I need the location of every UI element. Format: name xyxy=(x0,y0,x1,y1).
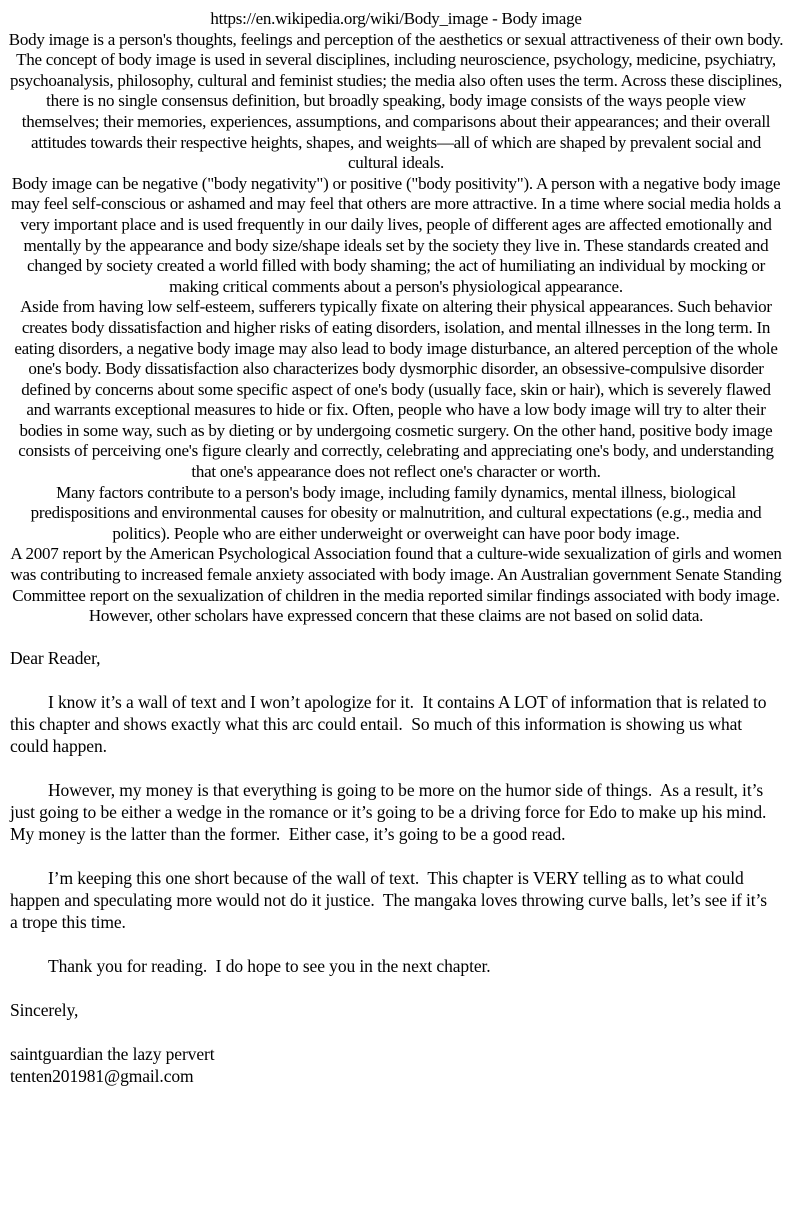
author-note-letter xyxy=(0,647,792,1087)
wiki-paragraph-self-esteem: Aside from having low self-esteem, sufferers typically fixate on altering their physical appearances. Such behavior creates body dissatisfaction and higher risks of eating disorders, isolation, and mental illnesses in the long term. In eating disorders, a negative body image may also lead to body image disturbance, an altered perception of the whole one's body. Body dissatisfaction also characterizes body dysmorphic disorder, an obsessive-compulsive disorder defined by concerns about some specific aspect of one's body (usually face, skin or hair), which is severely flawed and warrants exceptional measures to hide or fix. Often, people who have a low body image will try to alter their bodies in some way, such as by dieting or by undergoing cosmetic surgery. On the other hand, positive body image consists of perceiving one's figure clearly and correctly, celebrating and appreciating one's body, and understanding that one's appearance does not reflect one's character or worth. xyxy=(14,297,778,482)
wiki-paragraph-negative-positive: Body image can be negative ("body negativity") or positive ("body positivity"). A person with a negative body image may feel self-conscious or ashamed and may feel that others are more attractive. In a time where social media holds a very important place and is used frequently in our daily lives, people of different ages are affected emotionally and mentally by the appearance and body size/shape ideals set by the society they live in. These standards created and changed by society created a world filled with body shaming; the act of humiliating an individual by mocking or making critical comments about a person's physiological appearance. xyxy=(11,173,781,296)
signature-name: saintguardian the lazy pervert xyxy=(10,1043,215,1064)
wiki-paragraph-factors: Many factors contribute to a person's body image, including family dynamics, mental illness, biological predispositions and environmental causes for obesity or malnutrition, and cultural expectations (e.g., media and politics). People who are either underweight or overweight can have poor body image. xyxy=(30,482,762,543)
letter-closing: Sincerely, xyxy=(10,999,79,1020)
wiki-paragraph-definition: Body image is a person's thoughts, feelings and perception of the aesthetics or sexual attractiveness of their own body. The concept of body image is used in several disciplines, including neuroscience, psychology, medicine, psychiatry, psychoanalysis, philosophy, cultural and feminist studies; the media also often uses the term. Across these disciplines, there is no single consensus definition, but broadly speaking, body image consists of the ways people view themselves; their memories, experiences, assumptions, and comparisons about their appearances; and their overall attitudes towards their respective heights, shapes, and weights—all of which are shaped by prevalent social and cultural ideals. xyxy=(8,29,784,173)
letter-paragraph-wall-of-text: I know it’s a wall of text and I won’t apologize for it. It contains A LOT of information that is related to this chapter and shows exactly what this arc could entail. So much of this information is showing us what could happen. xyxy=(10,691,771,756)
source-url-line: https://en.wikipedia.org/wiki/Body_image - Body image xyxy=(210,9,582,28)
signature-email: tenten201981@gmail.com xyxy=(10,1065,194,1086)
letter-paragraph-thank-you: Thank you for reading. I do hope to see you in the next chapter. xyxy=(48,955,491,976)
wiki-paragraph-2007-report: A 2007 report by the American Psychological Association found that a culture-wide sexualization of girls and women was contributing to increased female anxiety associated with body image. An Australian government Senate Standing Committee report on the sexualization of children in the media reported similar findings associated with body image. However, other scholars have expressed concern that these claims are not based on solid data. xyxy=(10,544,782,626)
letter-paragraph-my-money: However, my money is that everything is going to be more on the humor side of things. As a result, it’s just going to be either a wedge in the romance or it’s going to be a driving force for Edo to make up his mind. My money is the latter than the former. Either case, it’s going to be a good read. xyxy=(10,779,775,844)
letter-paragraph-keeping-short: I’m keeping this one short because of the wall of text. This chapter is VERY telling as to what could happen and speculating more would not do it justice. The mangaka loves throwing curve balls, let’s see if it’s a trope this time. xyxy=(10,867,772,932)
signature-block xyxy=(10,1043,778,1087)
letter-salutation: Dear Reader, xyxy=(10,647,101,668)
